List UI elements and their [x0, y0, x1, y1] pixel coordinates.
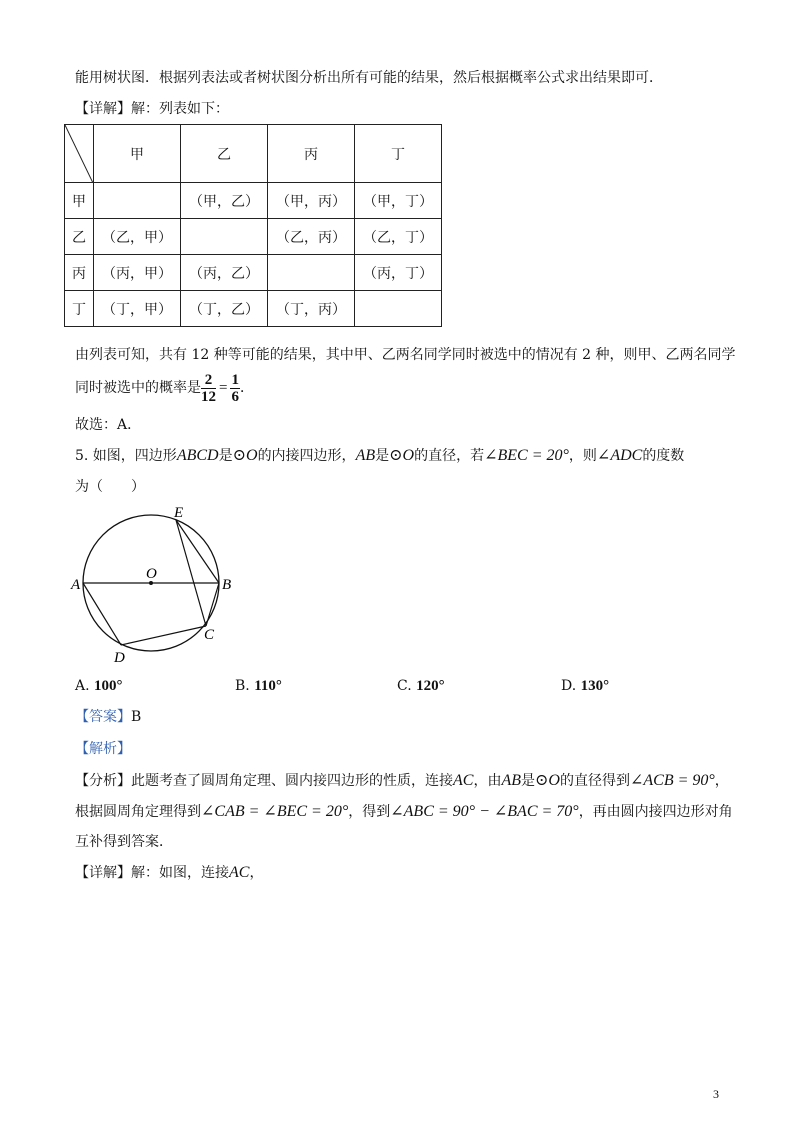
detail-tag: 【详解】 — [75, 101, 131, 117]
detail-text: 解：列表如下： — [131, 101, 229, 117]
option-c — [397, 678, 445, 695]
table-row — [65, 255, 442, 291]
q5-math: ABCD — [176, 447, 219, 464]
analysis-text: ， — [714, 773, 729, 789]
choice-text: 故选：A． — [75, 417, 142, 433]
table-cell: （丁，丙） — [268, 291, 355, 327]
detail-heading — [75, 100, 229, 118]
answer-line — [75, 708, 141, 726]
analysis-math: ∠ACB = 90° — [629, 772, 715, 789]
fraction-denominator: 6 — [231, 388, 239, 405]
question-5-line-1 — [75, 447, 684, 465]
table-cell — [268, 255, 355, 291]
q5-math: ⊙O — [389, 447, 415, 464]
label-b: B — [222, 577, 232, 593]
table-row — [65, 183, 442, 219]
table-cell: （丙，丁） — [355, 255, 442, 291]
table-cell: （甲，丙） — [268, 183, 355, 219]
analysis-math: ∠ABC = 90° − ∠BAC = 70° — [390, 803, 579, 820]
row-header: 甲 — [65, 183, 94, 219]
label-o: O — [146, 566, 157, 582]
answer-value: B — [131, 709, 142, 725]
analysis-tag: 【解析】 — [75, 741, 131, 757]
option-letter: D. — [561, 678, 577, 694]
table-cell — [181, 219, 268, 255]
option-value: 130° — [580, 678, 610, 694]
q5-text: 的直径，若 — [414, 448, 485, 464]
table-cell: （乙，丁） — [355, 219, 442, 255]
page-number: 3 — [713, 1087, 719, 1101]
option-a — [75, 678, 123, 695]
segment-cb — [206, 583, 219, 626]
label-d: D — [114, 650, 125, 666]
detail-math: AC — [229, 864, 250, 881]
intro-text: 能用树状图．根据列表法或者树状图分析出所有可能的结果，然后根据概率公式求出结果即可． — [75, 70, 663, 86]
col-header: 乙 — [181, 125, 268, 183]
option-value: 100° — [94, 678, 123, 694]
table-cell — [355, 291, 442, 327]
q5-math: ⊙O — [232, 447, 258, 464]
q5-text: 是 — [218, 448, 233, 464]
table-cell: （甲，乙） — [181, 183, 268, 219]
option-letter: A. — [75, 678, 90, 694]
diagonal-line — [65, 125, 93, 183]
col-header: 甲 — [94, 125, 181, 183]
option-value: 120° — [416, 678, 445, 694]
table-cell: （乙，丙） — [268, 219, 355, 255]
answer-tag: 【答案】 — [75, 709, 131, 725]
col-header: 丁 — [355, 125, 442, 183]
label-e: E — [174, 505, 184, 521]
analysis-text: ，由 — [473, 773, 502, 789]
period: ． — [239, 380, 254, 396]
q5-math: AB — [355, 447, 376, 464]
fraction-two-twelfths — [201, 372, 216, 405]
row-header: 丙 — [65, 255, 94, 291]
equals-sign: = — [219, 380, 228, 396]
table-row — [65, 219, 442, 255]
option-letter: C. — [397, 678, 412, 694]
label-c: C — [204, 627, 215, 643]
detail-end: ， — [249, 865, 264, 881]
q5-text: 是 — [375, 448, 390, 464]
table-corner-cell — [65, 125, 94, 183]
q5-text: ，则 — [568, 448, 597, 464]
q5-math: ∠ADC — [596, 447, 643, 464]
analysis-text: ，得到 — [348, 804, 391, 820]
analysis-line-2 — [75, 803, 733, 821]
conclusion-text: 同时被选中的概率是 — [75, 380, 201, 396]
option-b — [235, 678, 282, 695]
table-cell: （甲，丁） — [355, 183, 442, 219]
conclusion-line-2 — [75, 371, 254, 405]
table-cell: （丁，乙） — [181, 291, 268, 327]
segment-ec — [176, 520, 206, 626]
fraction-one-sixth — [230, 372, 240, 405]
option-d — [561, 678, 609, 695]
analysis-text: ，再由圆内接四边形对角 — [578, 804, 733, 820]
fraction-denominator: 12 — [201, 388, 216, 405]
analysis-line-1 — [75, 772, 729, 790]
segment-eb — [176, 520, 219, 583]
conclusion-line-1: 由列表可知，共有 12 种等可能的结果，其中甲、乙两名同学同时被选中的情况有 2 种，则甲、乙两名同学 — [75, 347, 736, 363]
analysis-text: 是 — [521, 773, 535, 789]
q5-text: 5. 如图，四边形 — [75, 448, 177, 464]
analysis-math: AB — [501, 772, 521, 789]
table-cell — [94, 183, 181, 219]
detail-tag: 【详解】 — [75, 865, 131, 881]
option-letter: B. — [235, 678, 250, 694]
question-5-line-2: 为（ ） — [75, 479, 145, 495]
analysis-line-3: 互补得到答案． — [75, 834, 173, 850]
option-value: 110° — [254, 678, 282, 694]
circle-diagram — [66, 502, 246, 670]
q5-text: 的内接四边形， — [257, 448, 356, 464]
analysis-text: 【分析】此题考查了圆周角定理、圆内接四边形的性质，连接 — [75, 773, 453, 789]
segment-ad — [83, 583, 121, 645]
q5-text: 的度数 — [642, 448, 685, 464]
detail-text: 解：如图，连接 — [131, 865, 229, 881]
label-a: A — [71, 577, 81, 593]
table-cell: （乙，甲） — [94, 219, 181, 255]
analysis-math: ⊙O — [535, 772, 560, 789]
table-cell: （丙，乙） — [181, 255, 268, 291]
row-header: 丁 — [65, 291, 94, 327]
fraction-numerator: 2 — [201, 372, 216, 389]
detail-2-line — [75, 864, 263, 882]
q5-math: ∠BEC = 20° — [484, 447, 569, 464]
analysis-math: ∠CAB = ∠BEC = 20° — [201, 803, 349, 820]
table-cell: （丙，甲） — [94, 255, 181, 291]
analysis-text: 根据圆周角定理得到 — [75, 804, 201, 820]
analysis-math: AC — [453, 772, 474, 789]
fraction-numerator: 1 — [231, 371, 239, 388]
table-cell: （丁，甲） — [94, 291, 181, 327]
row-header: 乙 — [65, 219, 94, 255]
analysis-text: 的直径得到 — [559, 773, 630, 789]
table-row — [65, 291, 442, 327]
outcome-table — [64, 124, 442, 327]
col-header: 丙 — [268, 125, 355, 183]
